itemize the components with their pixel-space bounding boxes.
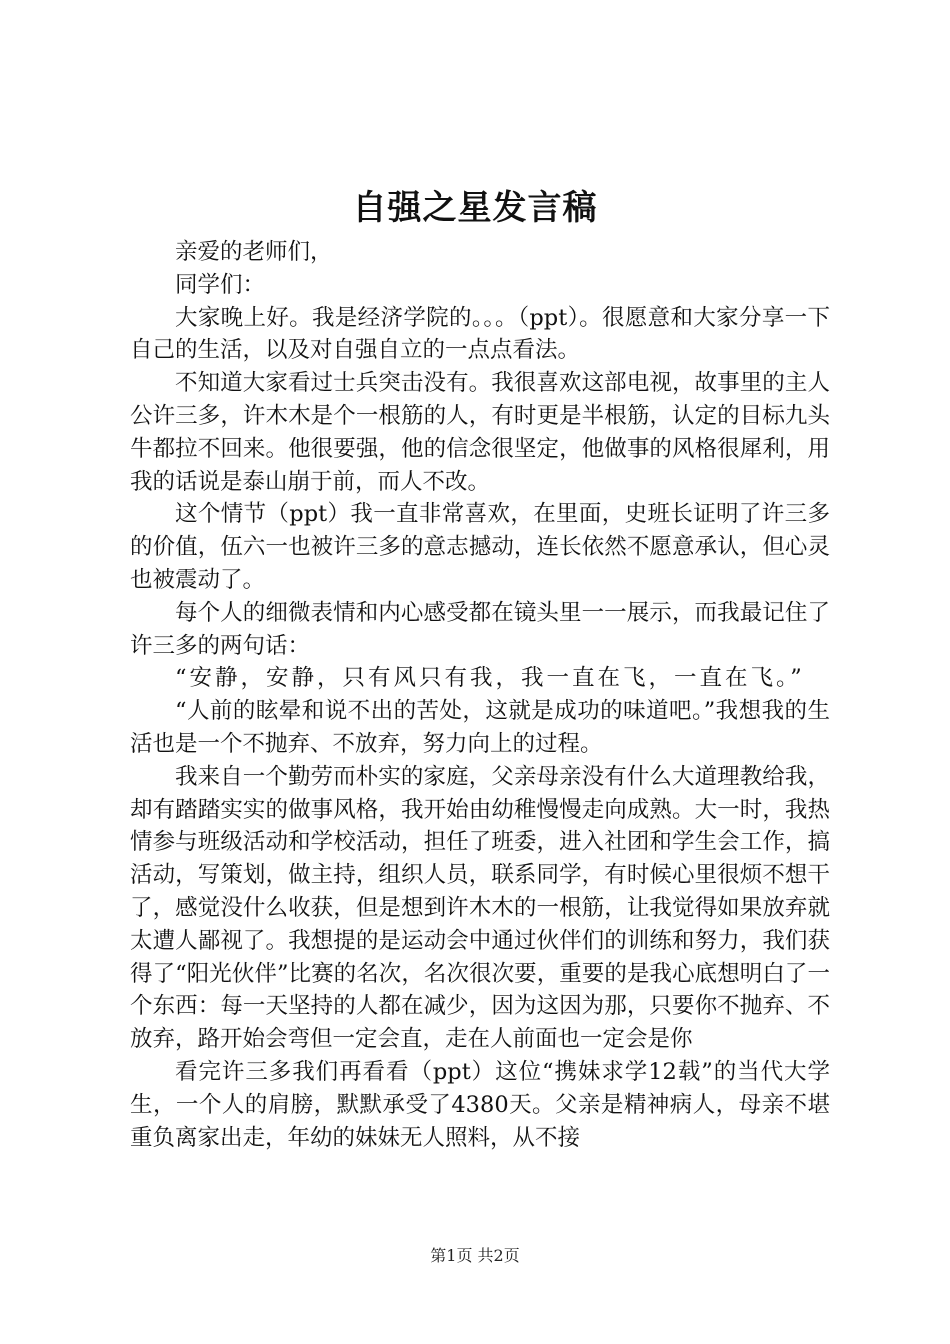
page-number-footer: 第1页 共2页 <box>430 1246 520 1265</box>
paragraph-quote-two: “人前的眩晕和说不出的苦处，这就是成功的味道吧。”我想我的生活也是一个不抛弃、不放弃，努力向上的过程。 <box>130 698 830 757</box>
paragraph-plot: 这个情节（ppt）我一直非常喜欢，在里面，史班长证明了许三多的价值，伍六一也被许三多的意志撼动，连长依然不愿意承认，但心灵也被震动了。 <box>130 501 830 593</box>
paragraph-greeting-students: 同学们： <box>175 271 266 298</box>
paragraph-introduction: 大家晚上好。我是经济学院的。。。（ppt）。很愿意和大家分享一下自己的生活，以及对自强自立的一点点看法。 <box>130 304 830 364</box>
document-title: 自强之星发言稿 <box>352 188 598 228</box>
paragraph-greeting-teachers: 亲爱的老师们， <box>175 239 333 265</box>
paragraph-sister-story: 看完许三多我们再看看（ppt）这位“携妹求学12载”的当代大学生，一个人的肩膀，默默承受了4380天。父亲是精神病人，母亲不堪重负离家出走，年幼的妹妹无人照料，从不接 <box>130 1058 830 1151</box>
paragraph-quote-one: “安静，安静，只有风只有我，我一直在飞，一直在飞。” <box>175 665 805 692</box>
paragraph-two-quotes: 每个人的细微表情和内心感受都在镜头里一一展示，而我最记住了许三多的两句话： <box>130 599 830 659</box>
paragraph-family-and-college: 我来自一个勤劳而朴实的家庭，父亲母亲没有什么大道理教给我，却有踏踏实实的做事风格，我开始由幼稚慢慢走向成熟。大一时，我热情参与班级活动和学校活动，担任了班委，进入社团和学生会工作，搞活动，写策划，做主持，组织人员，联系同学，有时候心里很烦不想干了，感觉没什么收获，但是想到许木木的一根筋，让我觉得如果放弃就太遭人鄙视了。我想提的是运动会中通过伙伴们的训练和努力，我们获得了“阳光伙伴”比赛的名次，名次很次要，重要的是我心底想明白了一个东西：每一天坚持的人都在减少，因为这因为那，只要你不抛弃、不放弃，路开始会弯但一定会直，走在人前面也一定会是你 <box>130 763 830 1053</box>
paragraph-soldiers-sortie: 不知道大家看过士兵突击没有。我很喜欢这部电视，故事里的主人公许三多，许木木是个一根筋的人，有时更是半根筋，认定的目标九头牛都拉不回来。他很要强，他的信念很坚定，他做事的风格很犀利，用我的话说是泰山崩于前，而人不改。 <box>130 370 830 495</box>
document-body <box>130 236 830 1154</box>
